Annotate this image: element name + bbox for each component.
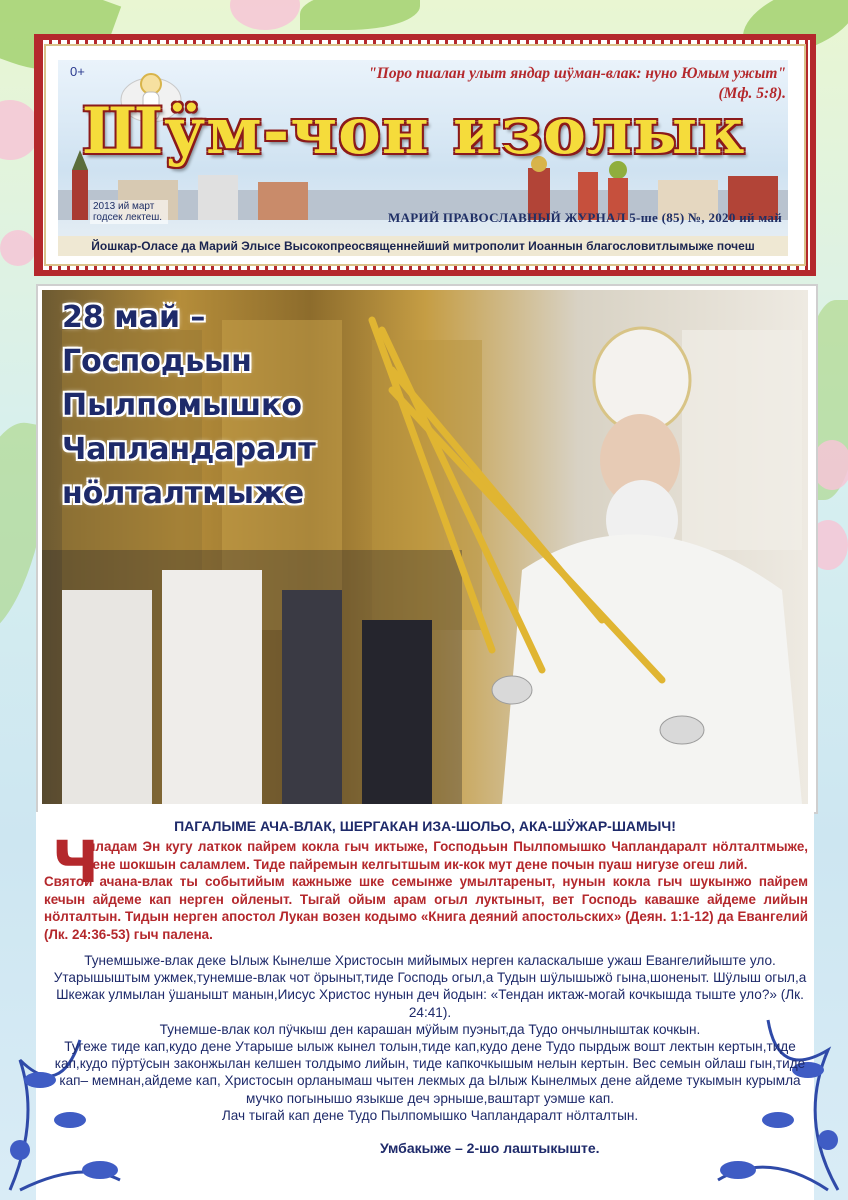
feast-title-line: Чапландаралт — [62, 432, 316, 467]
feast-title-line: 28 май – — [62, 300, 206, 335]
feast-title — [62, 296, 362, 516]
feast-title-line: Пылпомышко — [62, 388, 303, 423]
body-paragraph: Тугеже тиде кап,кудо дене Утарыше ылыж кынел толын,тиде кап,кудо дене Тудо пырдыж вошт лектын кертын,тиде кап,кудо пӱртӱсын законжылан келшен толдымо лийын, тиде капкочкышым нелын кертын. Вес семын ойлаш гын,тиде кап– мемнан,айдеме кап, Христосын орланымаш чытен лекмых да Ылыж Кынелмых дене айдеме тукымын курымла мучко погынышо языкше деч эрнышe,ваштарт уэмше кап. — [54, 1039, 806, 1106]
lead-first: ыладам Эн кугу латкок пайрем кокла гыч иктыже, Господьын Пылпомышко Чапландаралт нӧлталтмыже, дене шокшын саламлем. Тиде пайремын келгытшым ик-кок мут дене почын пуаш нигузе огеш лий. — [84, 839, 808, 872]
motto-quote: "Поро пиалан улыт яндар шӱман-влак: нуно Юмым ужыт" (Мф. 5:8). — [368, 65, 786, 102]
feast-title-line: Господьын — [62, 344, 252, 379]
body-paragraph: Тунемше-влак кол пӱчкыш ден карашан мӱйым пуэныт,да Тудо ончылныштак кочкын. — [159, 1021, 701, 1037]
article-greeting: ПАГАЛЫМЕ АЧА-ВЛАК, ШЕРГАКАН ИЗА-ШОЛЬО, АКА-ШӰЖАР-ШАМЫЧ! — [174, 818, 676, 834]
lead-rest: Святой ачана-влак ты событийым кажныже шке семынже умылтареныт, нунын кокла гыч шукынжо пайрем кечын айдеме кап нерген ойленыт. Тыгай ойым арам огыл луктыныт, вет Господь кавашке айдеме лийын нӧлталтын. Тидын нерген апостол Лукан возен кодымо «Книга деяний апостольских» (Деян. 1:1-12) да Евангелий (Лк. 24:36-53) гыч палена. — [44, 874, 808, 942]
blossom — [0, 230, 36, 266]
article-body — [52, 952, 808, 1124]
published-since-text: 2013 ий март годсек лектеш. — [93, 201, 163, 223]
blessing-line: Йошкар-Оласе да Марий Элысе Высокопреосвященнейший митрополит Иоаннын благословитлымыже почеш — [58, 236, 788, 256]
body-paragraph: Лач тыгай кап дене Тудо Пылпомышко Чапландаралт нӧлталтын. — [221, 1107, 639, 1123]
background-leaf — [300, 0, 420, 30]
article-lead — [44, 838, 808, 943]
drop-cap: Ч — [52, 828, 99, 896]
issue-info: МАРИЙ ПРАВОСЛАВНЫЙ ЖУРНАЛ 5-ше (85) №, 2020 ий май — [388, 210, 782, 225]
magazine-title: Шӱм-чон изолык — [82, 94, 746, 169]
blossom — [230, 0, 300, 30]
body-paragraph: Тунемшыже-влак деке Ылыж Кынелше Христосын мийымых нерген каласкалыше ужаш Евангелийыште уло. Утарышыштым ужмек,тунемше-влак чот ӧрыныт,тиде Господь огыл,а Тудын шӱлышыжӧ гына,шоненыт. Шӱлыш огыл,а Шкежак улмылан ӱшанышт манын,Иисус Христос нунын деч йодын: «Тендан иктаж-могай кочкышда тыште уло?» (Лк. 24:41). — [53, 953, 807, 1020]
continued-link[interactable]: Умбакыже – 2-шо лаштыкыште. — [380, 1140, 600, 1156]
feast-title-line: нӧлталтмыже — [62, 476, 305, 511]
published-since — [90, 200, 168, 224]
age-rating: 0+ — [70, 64, 85, 79]
